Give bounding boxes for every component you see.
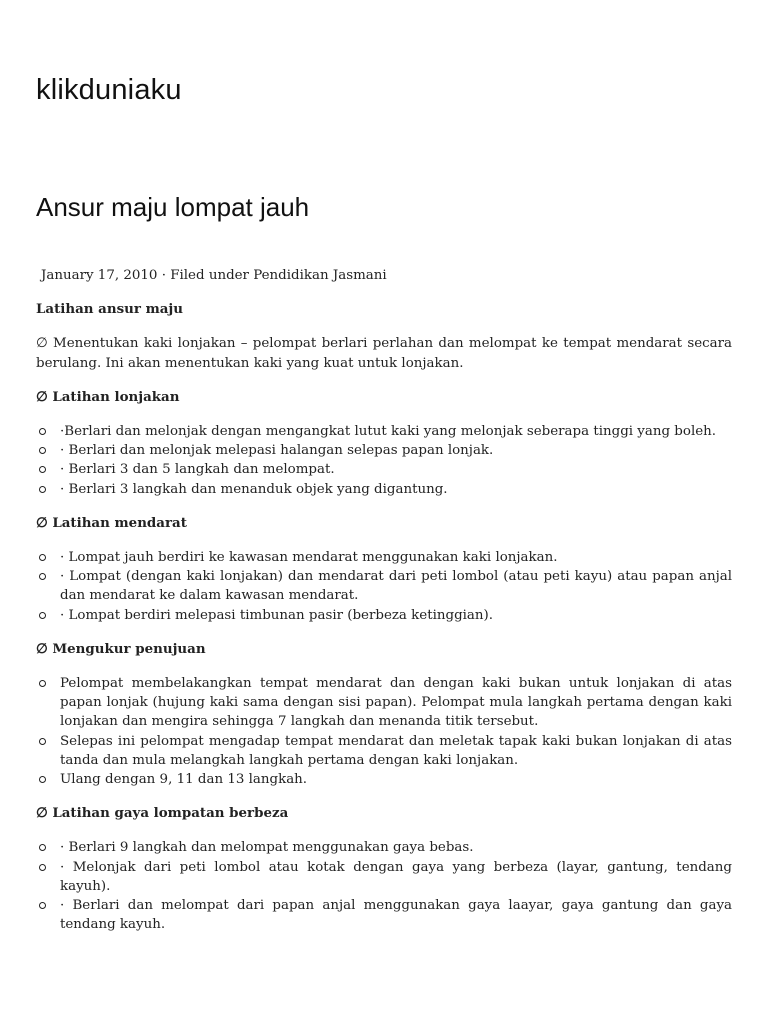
post-title: Ansur maju lompat jauh	[36, 192, 310, 222]
section-heading-latihan-mendarat: ∅ Latihan mendarat	[36, 514, 187, 531]
section-heading-mengukur-penujuan: ∅ Mengukur penujuan	[36, 640, 206, 657]
penujuan-list	[36, 674, 732, 789]
post-content	[36, 266, 732, 949]
list-item: · Lompat (dengan kaki lonjakan) dan mendarat dari peti lombol (atau peti kayu) atau papan anjal dan mendarat ke dalam kawasan mendarat.	[36, 567, 732, 605]
gaya-lompatan-list	[36, 838, 732, 934]
list-item: · Berlari dan melompat dari papan anjal menggunakan gaya laayar, gaya gantung dan gaya tendang kayuh.	[36, 896, 732, 934]
lonjakan-list	[36, 422, 732, 499]
post-meta: January 17, 2010 · Filed under Pendidikan Jasmani	[41, 268, 387, 283]
list-item: · Melonjak dari peti lombol atau kotak dengan gaya yang berbeza (layar, gantung, tendang kayuh).	[36, 858, 732, 896]
section-heading-latihan-lonjakan: ∅ Latihan lonjakan	[36, 388, 180, 405]
list-item: · Berlari dan melonjak melepasi halangan selepas papan lonjak.	[36, 441, 732, 460]
list-item: ·Berlari dan melonjak dengan mengangkat lutut kaki yang melonjak seberapa tinggi yang boleh.	[36, 422, 732, 441]
mendarat-list	[36, 548, 732, 625]
list-item: · Berlari 9 langkah dan melompat menggunakan gaya bebas.	[36, 838, 732, 857]
list-item: Ulang dengan 9, 11 dan 13 langkah.	[36, 770, 732, 789]
list-item: · Berlari 3 langkah dan menanduk objek yang digantung.	[36, 480, 732, 499]
list-item: · Lompat berdiri melepasi timbunan pasir (berbeza ketinggian).	[36, 606, 732, 625]
section-heading-latihan-gaya-lompatan: ∅ Latihan gaya lompatan berbeza	[36, 805, 289, 822]
list-item: Pelompat membelakangkan tempat mendarat dan dengan kaki bukan untuk lonjakan di atas papan lonjak (hujung kaki sama dengan sisi papan). Pelompat mula langkah pertama dengan kaki lonjakan dan mengira sehingga 7 langkah dan menanda titik tersebut.	[36, 674, 732, 732]
list-item: Selepas ini pelompat mengadap tempat mendarat dan meletak tapak kaki bukan lonjakan di atas tanda dan mula melangkah langkah pertama dengan kaki lonjakan.	[36, 732, 732, 770]
site-title[interactable]: klikduniaku	[36, 74, 182, 106]
list-item: · Lompat jauh berdiri ke kawasan mendarat menggunakan kaki lonjakan.	[36, 548, 732, 567]
list-item: · Berlari 3 dan 5 langkah dan melompat.	[36, 460, 732, 479]
intro-paragraph: ∅ Menentukan kaki lonjakan – pelompat berlari perlahan dan melompat ke tempat mendarat secara berulang. Ini akan menentukan kaki yang kuat untuk lonjakan.	[36, 336, 732, 371]
section-heading-latihan-ansur-maju: Latihan ansur maju	[36, 301, 184, 318]
